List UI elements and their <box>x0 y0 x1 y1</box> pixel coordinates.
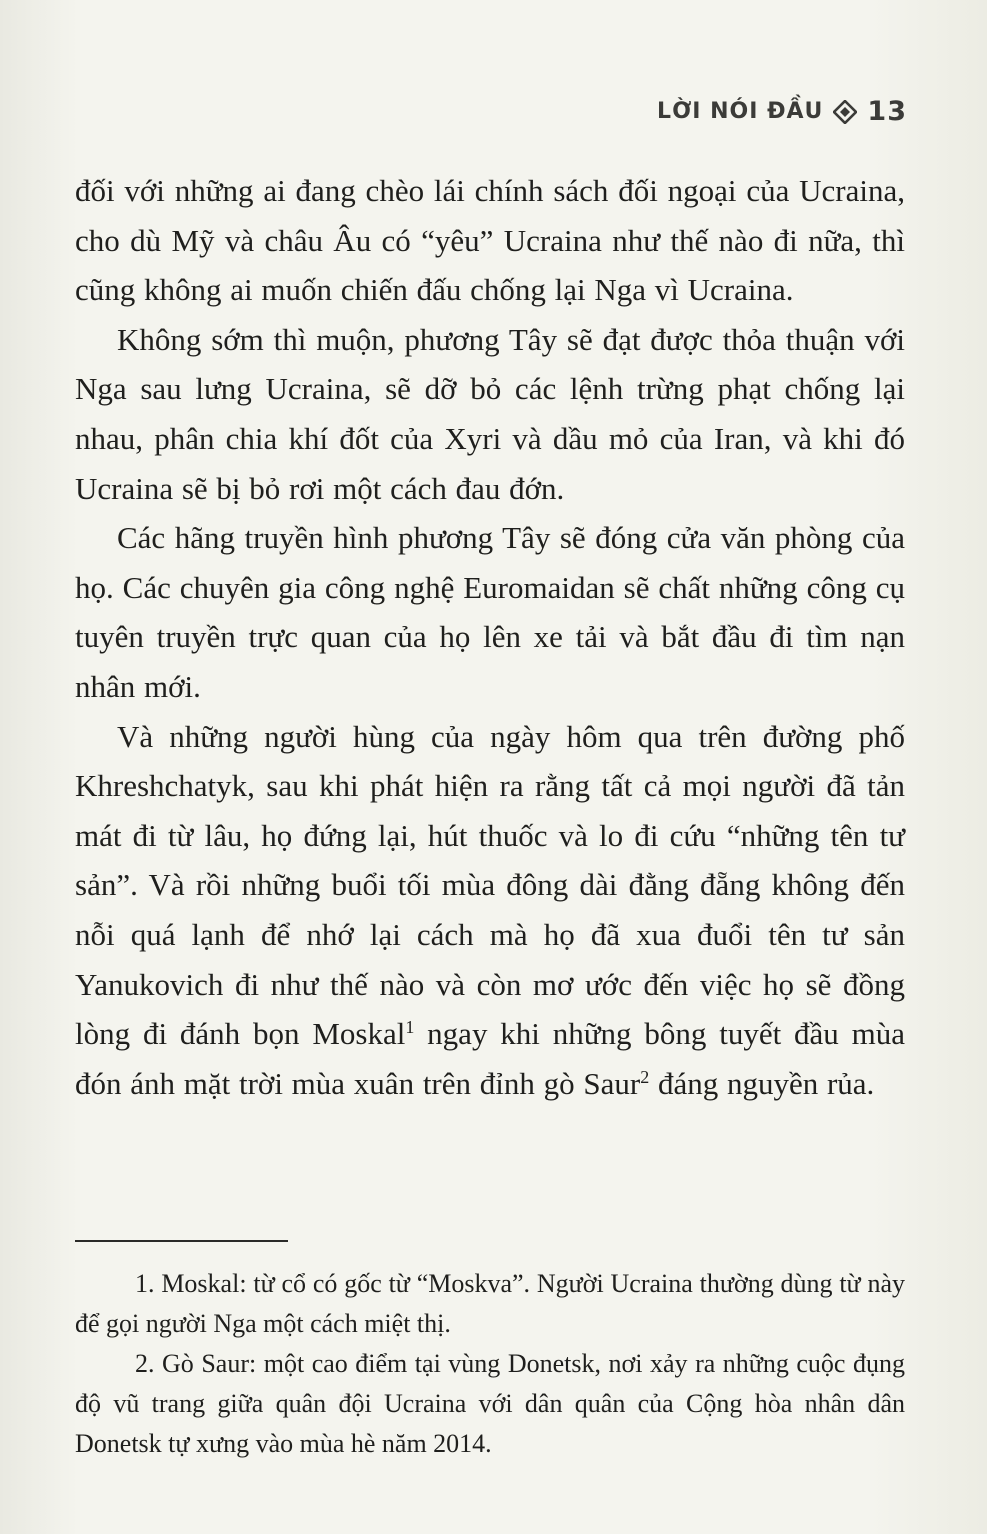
main-text <box>75 166 905 1108</box>
paragraph-1: đối với những ai đang chèo lái chính sách đối ngoại của Ucraina, cho dù Mỹ và châu Âu có “yêu” Ucraina như thế nào đi nữa, thì cũng không ai muốn chiến đấu chống lại Nga vì Ucraina. <box>75 173 905 308</box>
footnote-ref-1: 1 <box>405 1017 415 1038</box>
chapter-title: LỜI NÓI ĐẦU <box>657 99 824 124</box>
footnote-1: 1. Moskal: từ cổ có gốc từ “Moskva”. Người Ucraina thường dùng từ này để gọi người Nga một cách miệt thị. <box>75 1269 905 1338</box>
footnote-ref-2: 2 <box>640 1066 650 1087</box>
paragraph-2: Không sớm thì muộn, phương Tây sẽ đạt được thỏa thuận với Nga sau lưng Ucraina, sẽ dỡ bỏ các lệnh trừng phạt chống lại nhau, phân chia khí đốt của Xyri và dầu mỏ của Iran, và khi đó Ucraina sẽ bị bỏ rơi một cách đau đớn. <box>75 321 905 506</box>
footnotes <box>75 1264 905 1464</box>
page-number: 13 <box>867 96 907 127</box>
running-header <box>657 96 907 127</box>
paragraph-3: Các hãng truyền hình phương Tây sẽ đóng cửa văn phòng của họ. Các chuyên gia công nghệ Euromaidan sẽ chất những công cụ tuyên truyền trực quan của họ lên xe tải và bắt đầu đi tìm nạn nhân mới. <box>75 520 905 704</box>
paragraph-4-part-1: Và những người hùng của ngày hôm qua trên đường phố Khreshchatyk, sau khi phát hiện ra rằng tất cả mọi người đã tản mát đi từ lâu, họ đứng lại, hút thuốc và lo đi cứu “những tên tư sản”. Và rồi những buổi tối mùa đông dài đằng đẵng không đến nỗi quá lạnh để nhớ lại cách mà họ đã xua đuổi tên tư sản Yanukovich đi như thế nào và còn mơ ước đến việc họ sẽ đồng lòng đi đánh bọn Moskal <box>75 718 905 1052</box>
paragraph-4-part-2: ngay khi những bông tuyết đầu mùa đón ánh mặt trời mùa xuân trên đỉnh gò Saur <box>75 1016 905 1101</box>
paragraph-4-part-3: đáng nguyền rủa. <box>649 1065 875 1101</box>
footnote-divider <box>75 1240 288 1242</box>
footnote-2: 2. Gò Saur: một cao điểm tại vùng Donetsk, nơi xảy ra những cuộc đụng độ vũ trang giữa quân đội Ucraina với dân quân của Cộng hòa nhân dân Donetsk tự xưng vào mùa hè năm 2014. <box>75 1349 905 1458</box>
paragraph-4 <box>75 712 905 1109</box>
diamond-icon <box>833 100 857 124</box>
